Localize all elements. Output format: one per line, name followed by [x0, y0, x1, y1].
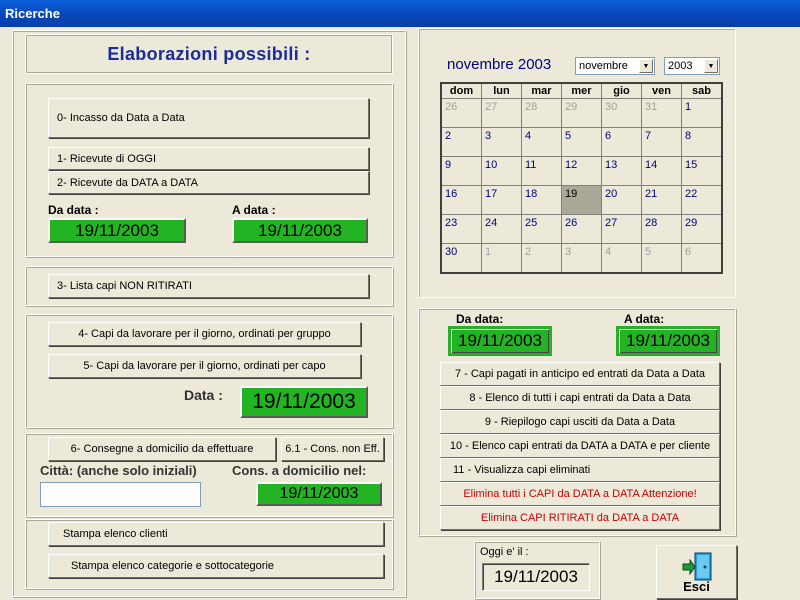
- weekday-header: ven: [642, 83, 682, 99]
- calendar-day[interactable]: 8: [682, 128, 723, 157]
- elenco-capi-entrati-button[interactable]: 8 - Elenco di tutti i capi entrati da Data a Data: [440, 386, 720, 410]
- oggi-field: 19/11/2003: [482, 563, 590, 591]
- weekday-header: lun: [482, 83, 522, 99]
- calendar-week-row: [441, 157, 722, 186]
- calendar-day[interactable]: 3: [482, 128, 522, 157]
- data-label: Data :: [184, 387, 223, 403]
- elimina-tutti-capi-button[interactable]: Elimina tutti i CAPI da DATA a DATA Attenzione!: [440, 482, 720, 506]
- calendar-day[interactable]: 28: [642, 215, 682, 244]
- calendar-day[interactable]: 1: [482, 244, 522, 273]
- calendar-day[interactable]: 22: [682, 186, 723, 215]
- incasso-da-data-a-data-button[interactable]: 0- Incasso da Data a Data: [48, 98, 369, 138]
- calendar-day[interactable]: 30: [602, 99, 642, 128]
- da-data-field[interactable]: 19/11/2003: [48, 218, 186, 243]
- calendar-day[interactable]: 2: [522, 244, 562, 273]
- cons-domicilio-field[interactable]: 19/11/2003: [256, 482, 382, 506]
- calendar-day[interactable]: 5: [642, 244, 682, 273]
- calendar-day[interactable]: 13: [602, 157, 642, 186]
- calendar-day[interactable]: 11: [522, 157, 562, 186]
- visualizza-capi-eliminati-button[interactable]: 11 - Visualizza capi eliminati: [440, 458, 720, 482]
- calendar-day[interactable]: 24: [482, 215, 522, 244]
- year-select-value: 2003: [668, 60, 693, 72]
- calendar-day[interactable]: 15: [682, 157, 723, 186]
- exit-door-icon: [681, 552, 715, 582]
- ricevute-da-data-a-data-button[interactable]: 2- Ricevute da DATA a DATA: [48, 171, 369, 194]
- consegne-domicilio-button[interactable]: 6- Consegne a domicilio da effettuare: [48, 437, 276, 461]
- calendar-week-row: [441, 244, 722, 273]
- capi-da-lavorare-per-capo-button[interactable]: 5- Capi da lavorare per il giorno, ordinati per capo: [48, 354, 361, 378]
- calendar-day[interactable]: 17: [482, 186, 522, 215]
- consegne-non-effettuate-button[interactable]: 6.1 - Cons. non Eff.: [281, 437, 384, 461]
- calendar-week-row: [441, 128, 722, 157]
- calendar-day[interactable]: 27: [602, 215, 642, 244]
- riepilogo-capi-usciti-button[interactable]: 9 - Riepilogo capi usciti da Data a Data: [440, 410, 720, 434]
- calendar-day[interactable]: 21: [642, 186, 682, 215]
- da-data-label: Da data :: [48, 203, 99, 217]
- calendar-day[interactable]: 18: [522, 186, 562, 215]
- calendar-day[interactable]: 6: [602, 128, 642, 157]
- weekday-header: mar: [522, 83, 562, 99]
- month-select[interactable]: [575, 57, 655, 75]
- calendar-day[interactable]: 4: [602, 244, 642, 273]
- capi-pagati-anticipo-button[interactable]: 7 - Capi pagati in anticipo ed entrati da Data a Data: [440, 362, 720, 386]
- a-data-field[interactable]: 19/11/2003: [232, 218, 368, 243]
- calendar-grid: [440, 82, 723, 274]
- right-a-data-field[interactable]: 19/11/2003: [616, 326, 720, 356]
- calendar-day[interactable]: 29: [562, 99, 602, 128]
- weekday-header: gio: [602, 83, 642, 99]
- calendar-week-row: [441, 215, 722, 244]
- capi-da-lavorare-per-gruppo-button[interactable]: 4- Capi da lavorare per il giorno, ordinati per gruppo: [48, 322, 361, 346]
- calendar-day[interactable]: 10: [482, 157, 522, 186]
- weekday-header: dom: [441, 83, 482, 99]
- elimina-capi-ritirati-button[interactable]: Elimina CAPI RITIRATI da DATA a DATA: [440, 506, 720, 530]
- window-titlebar: [0, 0, 800, 27]
- calendar-day[interactable]: 28: [522, 99, 562, 128]
- calendar-title: novembre 2003: [447, 56, 552, 73]
- citta-label: Città: (anche solo iniziali): [40, 463, 197, 478]
- ricevute-oggi-button[interactable]: 1- Ricevute di OGGI: [48, 147, 369, 170]
- stampa-elenco-clienti-button[interactable]: Stampa elenco clienti: [48, 522, 384, 546]
- calendar-day[interactable]: 16: [441, 186, 482, 215]
- citta-input[interactable]: [40, 482, 201, 507]
- calendar-day[interactable]: 12: [562, 157, 602, 186]
- esci-label: Esci: [683, 579, 710, 594]
- calendar-day[interactable]: 29: [682, 215, 723, 244]
- calendar-day[interactable]: 30: [441, 244, 482, 273]
- calendar-day[interactable]: 9: [441, 157, 482, 186]
- calendar-day[interactable]: 3: [562, 244, 602, 273]
- calendar-day[interactable]: 23: [441, 215, 482, 244]
- calendar-day[interactable]: 2: [441, 128, 482, 157]
- cons-domicilio-label: Cons. a domicilio nel:: [232, 463, 367, 478]
- window-title: Ricerche: [5, 6, 60, 21]
- calendar-day[interactable]: 14: [642, 157, 682, 186]
- data-field[interactable]: 19/11/2003: [240, 386, 368, 418]
- chevron-down-icon[interactable]: ▼: [639, 59, 653, 73]
- calendar-day[interactable]: 5: [562, 128, 602, 157]
- esci-button[interactable]: [656, 545, 737, 599]
- calendar-day[interactable]: 6: [682, 244, 723, 273]
- calendar-day[interactable]: 7: [642, 128, 682, 157]
- chevron-down-icon[interactable]: ▼: [704, 59, 718, 73]
- calendar-day[interactable]: 27: [482, 99, 522, 128]
- calendar-day[interactable]: 25: [522, 215, 562, 244]
- calendar-day[interactable]: 31: [642, 99, 682, 128]
- stampa-elenco-categorie-button[interactable]: Stampa elenco categorie e sottocategorie: [48, 554, 384, 578]
- calendar-day[interactable]: 20: [602, 186, 642, 215]
- calendar-day[interactable]: 26: [562, 215, 602, 244]
- calendar-day[interactable]: 19: [562, 186, 602, 215]
- lista-capi-non-ritirati-button[interactable]: 3- Lista capi NON RITIRATI: [48, 274, 369, 298]
- calendar-day[interactable]: 26: [441, 99, 482, 128]
- right-a-data-label: A data:: [624, 312, 665, 326]
- year-select[interactable]: [664, 57, 720, 75]
- weekday-header: sab: [682, 83, 723, 99]
- month-select-value: novembre: [579, 60, 628, 72]
- oggi-label: Oggi e' il :: [480, 546, 529, 558]
- right-da-data-field[interactable]: 19/11/2003: [448, 326, 552, 356]
- weekday-header: mer: [562, 83, 602, 99]
- right-da-data-label: Da data:: [456, 312, 504, 326]
- calendar-week-row: [441, 99, 722, 128]
- elenco-capi-per-cliente-button[interactable]: 10 - Elenco capi entrati da DATA a DATA e per cliente: [440, 434, 720, 458]
- calendar-day[interactable]: 1: [682, 99, 723, 128]
- a-data-label: A data :: [232, 203, 276, 217]
- calendar-day[interactable]: 4: [522, 128, 562, 157]
- page-title: Elaborazioni possibili :: [25, 34, 393, 74]
- calendar-week-row: [441, 186, 722, 215]
